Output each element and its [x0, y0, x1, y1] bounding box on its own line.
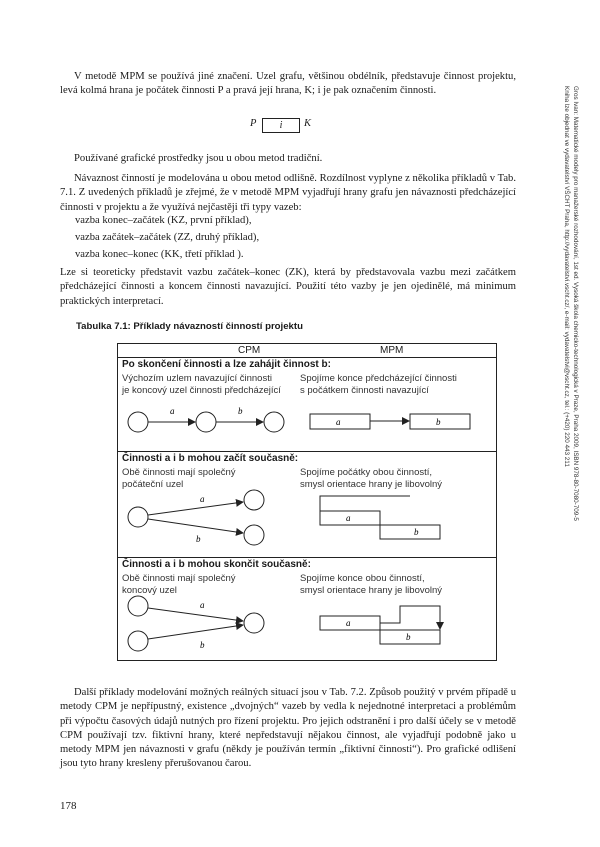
- page-number: 178: [60, 800, 77, 812]
- section-3-diagram: [118, 596, 496, 666]
- cpm-node-1: [128, 412, 148, 432]
- side-citation-line-2: Kniha lze objednat ve vydavatelství VŠCHT Praha, http://vydavatelstvi.vscht.cz/, e-mail: vydavatelstvi@vscht.cz, tel.: (+420) 220 443 211: [563, 86, 570, 467]
- section-1-diagram: [118, 400, 496, 450]
- list-item-zz: vazba začátek–začátek (ZZ, druhý příklad),: [75, 232, 260, 243]
- cpm-label-b: b: [196, 534, 201, 544]
- section-2-title: Činnosti a i b mohou začít současně:: [122, 453, 299, 464]
- section-1-title: Po skončení činnosti a lze zahájit činnost b:: [122, 359, 331, 370]
- side-citation-line-1: Gros Ivan: Matematické modely pro manažerské rozhodování, 1st ed. Vysoká škola chemicko-technologická v Praze, Praha 2009, ISBN 978-80-7080-709-5: [572, 86, 579, 521]
- section-3-mpm-desc: Spojíme konce obou činností, smysl orientace hrany je libovolný: [300, 573, 443, 596]
- cpm-node-2: [196, 412, 216, 432]
- mpm-link-kk: [380, 606, 440, 629]
- cpm-node-3: [264, 412, 284, 432]
- cpm-arrow-a: [148, 608, 243, 621]
- cpm-arrow-b: [148, 625, 243, 639]
- node-notation-figure: [250, 118, 314, 132]
- section-2-diagram: [118, 490, 496, 560]
- section-2-mpm-desc: Spojíme počátky obou činností, smysl orientace hrany je libovolný: [300, 467, 443, 490]
- mpm-label-a: a: [346, 618, 351, 628]
- cpm-end-node-a: [244, 490, 264, 510]
- column-header-mpm: MPM: [380, 345, 404, 356]
- mpm-label-b: b: [406, 632, 411, 642]
- mpm-label-a: a: [346, 513, 351, 523]
- paragraph-zk: Lze si teoreticky představit vazbu začátek–konec (ZK), která by představovala vazbu mezi začátkem předcházející činnosti a koncem činnosti navazující. Použití této vazby je jen ojedinělé, má minimum praktických interpretací.: [60, 267, 516, 307]
- cpm-arrow-b: [148, 519, 243, 533]
- paragraph-graphics: Používané grafické prostředky jsou u obou metod tradiční.: [74, 153, 323, 164]
- mpm-label-b: b: [414, 527, 419, 537]
- notation-i: i: [262, 118, 300, 133]
- mpm-label-a: a: [336, 417, 341, 427]
- section-3-cpm-desc: Obě činnosti mají společný koncový uzel: [122, 573, 236, 596]
- table-caption: Tabulka 7.1: Příklady návazností činností projektu: [76, 321, 303, 332]
- paragraph-dependencies: Návaznost činností je modelována u obou metod odlišně. Rozdílnost vyplyne z několika příkladů v Tab. 7.1. Z uvedených příkladů je zřejmé, že v metodě MPM vyjadřují hrany grafu jen návaznosti předcházející činnosti v projektu a že využívá nejčastěji tři typy vazeb:: [60, 173, 516, 213]
- section-1-mpm-desc: Spojíme konce předcházející činnosti s počátkem činnosti navazující: [300, 373, 457, 396]
- cpm-label-b: b: [238, 406, 243, 416]
- cpm-label-b: b: [200, 640, 205, 650]
- section-1-cpm-desc: Výchozím uzlem navazující činnosti je koncový uzel činnosti předcházející: [122, 373, 281, 396]
- cpm-end-node-b: [244, 525, 264, 545]
- cpm-arrow-a: [148, 502, 243, 515]
- cpm-start-node-a: [128, 596, 148, 616]
- notation-k: K: [304, 118, 312, 129]
- section-3-title: Činnosti a i b mohou skončit současně:: [122, 559, 311, 570]
- list-item-kz: vazba konec–začátek (KZ, první příklad),: [75, 215, 252, 226]
- column-header-cpm: CPM: [238, 345, 261, 356]
- cpm-label-a: a: [200, 600, 205, 610]
- mpm-box-b: [380, 525, 440, 539]
- notation-p: P: [250, 118, 257, 129]
- cpm-label-a: a: [200, 494, 205, 504]
- side-citation: [520, 86, 580, 646]
- paragraph-fictive-edges: Další příklady modelování možných reálných situací jsou v Tab. 7.2. Způsob použitý v prvém případě u metody CPM je nepřípustný, existence „dvojných“ vazeb by vedla k nejednotné interpretaci a problémům při výpočtu časových údajů nutných pro řízení projektu. Pro jejich odstranění i pro další účely se v metodě CPM používají tzv. fiktivní hrany, které nepředstavují nějakou činnost, ale vyjadřují podobně jako u metody MPM jen návaznosti v grafu (někdy je používán termín „fiktivní činnosti“). Pro grafické odlišení jsou tyto hrany kresleny přerušovanou čarou.: [60, 687, 516, 770]
- cpm-start-node-b: [128, 631, 148, 651]
- mpm-link-zz: [320, 496, 410, 518]
- mpm-label-b: b: [436, 417, 441, 427]
- list-item-kk: vazba konec–konec (KK, třetí příklad ).: [75, 249, 244, 260]
- paragraph-mpm-notation: V metodě MPM se používá jiné značení. Uzel grafu, většinou obdélník, představuje činnost projektu, levá kolmá hrana je počátek činnosti P a pravá její hrana, K; i je pak označením činnosti.: [60, 71, 516, 97]
- section-2-cpm-desc: Obě činnosti mají společný počáteční uzel: [122, 467, 236, 490]
- cpm-end-node: [244, 613, 264, 633]
- cpm-label-a: a: [170, 406, 175, 416]
- cpm-start-node: [128, 507, 148, 527]
- dependency-table: [117, 343, 497, 661]
